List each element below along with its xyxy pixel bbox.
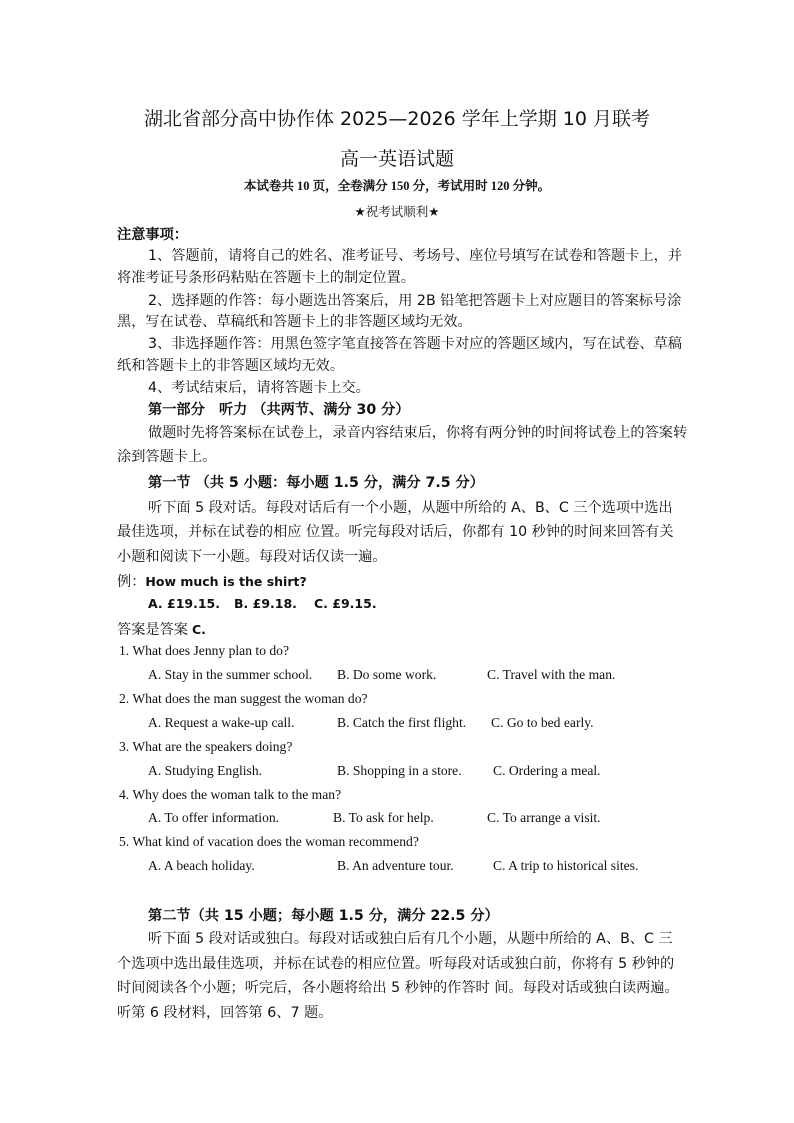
question-4-option-b: B. To ask for help. bbox=[333, 810, 434, 825]
example-question bbox=[117, 571, 307, 591]
question-4-options bbox=[148, 810, 601, 826]
question-4: 4. Why does the woman talk to the man? bbox=[119, 787, 342, 802]
question-5-option-b: B. An adventure tour. bbox=[337, 858, 454, 873]
question-2-option-c: C. Go to bed early. bbox=[491, 715, 594, 730]
question-3-options bbox=[148, 763, 601, 779]
example-question-text: How much is the shirt? bbox=[145, 574, 307, 589]
question-4-option-c: C. To arrange a visit. bbox=[487, 810, 601, 825]
question-3-option-a: A. Studying English. bbox=[148, 763, 263, 778]
note-3-line-1: 3、非选择题作答：用黑色签字笔直接答在答题卡对应的答题区域内，写在试卷、草稿 bbox=[148, 336, 682, 352]
question-3-option-b: B. Shopping in a store. bbox=[337, 763, 462, 778]
note-4: 4、考试结束后，请将答题卡上交。 bbox=[148, 380, 370, 396]
question-1-option-a: A. Stay in the summer school. bbox=[148, 667, 313, 682]
part1-intro-line-1: 做题时先将答案标在试卷上，录音内容结束后，你将有两分钟的时间将试卷上的答案转 bbox=[148, 425, 688, 441]
section2-instr-line-1: 听下面 5 段对话或独白。每段对话或独白后有几个小题，从题中所给的 A、B、C 三 bbox=[148, 931, 673, 947]
question-1-option-b: B. Do some work. bbox=[337, 667, 437, 682]
section1-instr-line-3: 小题和阅读下一小题。每段对话仅读一遍。 bbox=[117, 549, 387, 565]
exam-info: 本试卷共 10 页，全卷满分 150 分，考试用时 120 分钟。 bbox=[243, 179, 551, 193]
part1-heading: 第一部分 听力 （共两节、满分 30 分） bbox=[148, 402, 410, 418]
exam-title: 湖北省部分高中协作体 2025—2026 学年上学期 10 月联考 bbox=[143, 108, 651, 130]
question-5-option-a: A. A beach holiday. bbox=[148, 858, 255, 873]
example-label: 例： bbox=[117, 574, 146, 590]
answer-label: 答案是答案 bbox=[117, 622, 188, 638]
question-3-option-c: C. Ordering a meal. bbox=[493, 763, 601, 778]
section2-heading: 第二节（共 15 小题；每小题 1.5 分，满分 22.5 分） bbox=[148, 908, 499, 924]
question-1-options bbox=[148, 667, 615, 683]
question-5: 5. What kind of vacation does the woman recommend? bbox=[119, 834, 419, 849]
question-1-option-c: C. Travel with the man. bbox=[487, 667, 616, 682]
section1-instr-line-2: 最佳选项，并标在试卷的相应 位置。听完每段对话后，你都有 10 秒钟的时间来回答有关 bbox=[117, 524, 674, 540]
section2-instr-line-4: 听第 6 段材料，回答第 6、7 题。 bbox=[117, 1005, 333, 1021]
example-option-b: B. £9.18. bbox=[234, 596, 297, 611]
example-options bbox=[148, 596, 377, 611]
note-2-line-1: 2、选择题的作答：每小题选出答案后，用 2B 铅笔把答题卡上对应题目的答案标号涂 bbox=[148, 293, 682, 309]
question-2: 2. What does the man suggest the woman do? bbox=[119, 691, 368, 706]
note-2-line-2: 黑，写在试卷、草稿纸和答题卡上的非答题区域均无效。 bbox=[117, 314, 472, 330]
section1-instr-line-1: 听下面 5 段对话。每段对话后有一个小题，从题中所给的 A、B、C 三个选项中选出 bbox=[148, 500, 673, 516]
note-1-line-2: 将准考证号条形码粘贴在答题卡上的制定位置。 bbox=[117, 270, 415, 286]
note-1-line-1: 1、答题前，请将自己的姓名、准考证号、考场号、座位号填写在试卷和答题卡上，并 bbox=[148, 248, 682, 264]
example-answer bbox=[117, 619, 206, 639]
exam-subtitle: 高一英语试题 bbox=[339, 148, 454, 170]
section1-heading: 第一节 （共 5 小题：每小题 1.5 分，满分 7.5 分） bbox=[148, 475, 484, 491]
question-5-option-c: C. A trip to historical sites. bbox=[493, 858, 639, 873]
section2-instr-line-3: 时间阅读各个小题；听完后，各小题将给出 5 秒钟的作答时 间。每段对话或独白读两遍。 bbox=[117, 980, 679, 996]
question-3: 3. What are the speakers doing? bbox=[119, 739, 293, 754]
question-4-option-a: A. To offer information. bbox=[148, 810, 280, 825]
section2-instr-line-2: 个选项中选出最佳选项，并标在试卷的相应位置。听每段对话或独白前，你将有 5 秒钟的 bbox=[117, 956, 675, 972]
question-5-options bbox=[148, 858, 638, 874]
question-2-options bbox=[148, 715, 594, 731]
answer-value: C. bbox=[191, 622, 206, 637]
example-option-a: A. £19.15. bbox=[148, 596, 220, 611]
question-2-option-a: A. Request a wake-up call. bbox=[148, 715, 295, 730]
example-option-c: C. £9.15. bbox=[314, 596, 377, 611]
note-3-line-2: 纸和答题卡上的非答题区域均无效。 bbox=[117, 358, 345, 374]
notes-heading: 注意事项： bbox=[117, 227, 188, 243]
question-1: 1. What does Jenny plan to do? bbox=[119, 643, 290, 658]
good-luck-line: ★祝考试顺利★ bbox=[354, 204, 440, 219]
question-2-option-b: B. Catch the first flight. bbox=[337, 715, 467, 730]
part1-intro-line-2: 涂到答题卡上。 bbox=[117, 449, 217, 465]
